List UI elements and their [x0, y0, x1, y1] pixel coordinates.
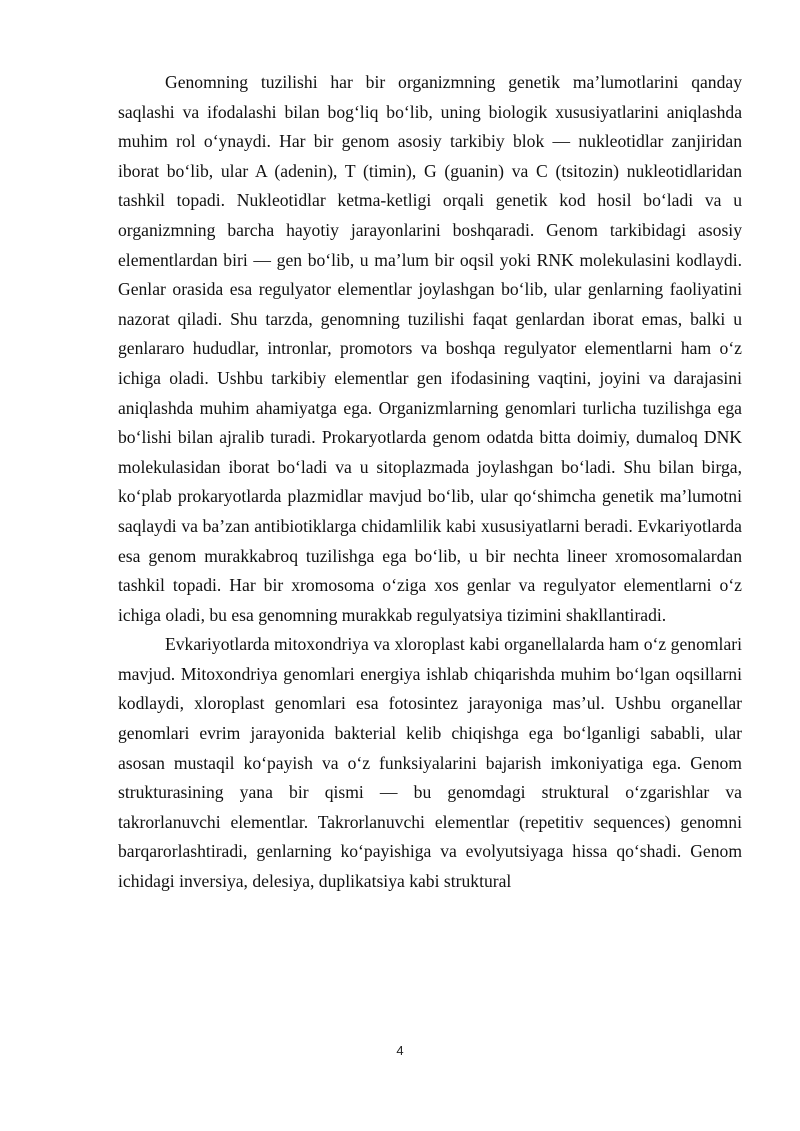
paragraph-organelle-genomes: Evkariyotlarda mitoxondriya va xloroplast kabi organellalarda ham o‘z genomlari mavjud. Mitoxondriya genomlari energiya ishlab chiqarishda muhim bo‘lgan oqsillarni kodlaydi, xloroplast genomlari esa fotosintez jarayoniga mas’ul. Ushbu organellar genomlari evrim jarayonida bakterial kelib chiqishga ega bo‘lganligi sababli, ular asosan mustaqil ko‘payish va o‘z funksiyalarini bajarish imkoniyatiga ega. Genom strukturasining yana bir qismi — bu genomdagi struktural o‘zgarishlar va takrorlanuvchi elementlar. Takrorlanuvchi elementlar (repetitiv sequences) genomni barqarorlashtiradi, genlarning ko‘payishiga va evolyutsiyaga hissa qo‘shadi. Genom ichidagi inversiya, delesiya, duplikatsiya kabi struktural: [118, 634, 742, 892]
page-number: 4: [396, 1043, 404, 1058]
document-body: [118, 68, 742, 897]
paragraph-genome-structure: Genomning tuzilishi har bir organizmning genetik ma’lumotlarini qanday saqlashi va ifodalashi bilan bog‘liq bo‘lib, uning biologik xususiyatlarini aniqlashda muhim rol o‘ynaydi. Har bir genom asosiy tarkibiy blok — nukleotidlar zanjiridan iborat bo‘lib, ular A (adenin), T (timin), G (guanin) va C (tsitozin) nukleotidlaridan tashkil topadi. Nukleotidlar ketma-ketligi orqali genetik kod hosil bo‘ladi va u organizmning barcha hayotiy jarayonlarini boshqaradi. Genom tarkibidagi asosiy elementlardan biri — gen bo‘lib, u ma’lum bir oqsil yoki RNK molekulasini kodlaydi. Genlar orasida esa regulyator elementlar joylashgan bo‘lib, ular genlarning faoliyatini nazorat qiladi. Shu tarzda, genomning tuzilishi faqat genlardan iborat emas, balki u genlararo hududlar, intronlar, promotors va boshqa regulyator elementlarni ham o‘z ichiga oladi. Ushbu tarkibiy elementlar gen ifodasining vaqtini, joyini va darajasini aniqlashda muhim ahamiyatga ega. Organizmlarning genomlari turlicha tuzilishga ega bo‘lishi bilan ajralib turadi. Prokaryotlarda genom odatda bitta doimiy, dumaloq DNK molekulasidan iborat bo‘ladi va u sitoplazmada joylashgan bo‘ladi. Shu bilan birga, ko‘plab prokaryotlarda plazmidlar mavjud bo‘lib, ular qo‘shimcha genetik ma’lumotni saqlaydi va ba’zan antibiotiklarga chidamlilik kabi xususiyatlarni beradi. Evkariyotlarda esa genom murakkabroq tuzilishga ega bo‘lib, u bir nechta lineer xromosomalardan tashkil topadi. Har bir xromosoma o‘ziga xos genlar va regulyator elementlarni o‘z ichiga oladi, bu esa genomning murakkab regulyatsiya tizimini shakllantiradi.: [118, 72, 742, 625]
